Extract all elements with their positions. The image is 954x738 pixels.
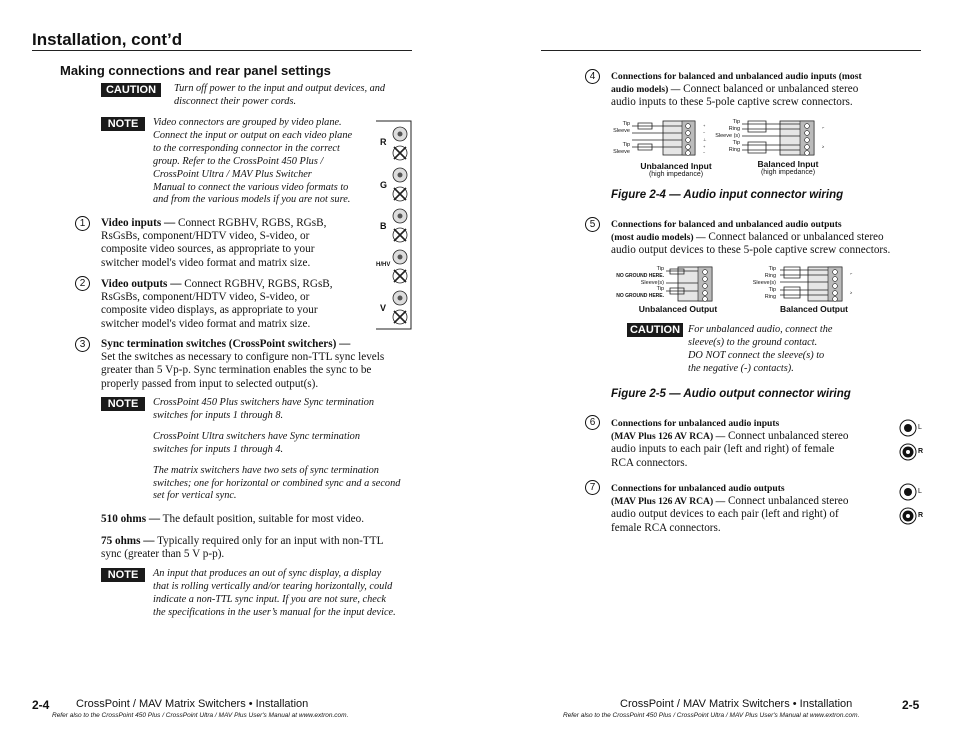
- item-audio-inputs: [611, 70, 921, 110]
- header-rule-right: [541, 50, 921, 51]
- text-line: Connect RGBHV, RGBS, RGsB,: [184, 278, 333, 290]
- item-lead: Video outputs —: [101, 278, 182, 290]
- bnc-crossed-connector: [394, 147, 406, 159]
- text-line: the negative (-) contacts).: [688, 362, 794, 374]
- bnc-pin: [398, 255, 403, 260]
- wire-label: NO GROUND HERE.: [616, 293, 664, 299]
- balanced-output-caption: [761, 304, 867, 314]
- callout-2: 2: [75, 276, 90, 291]
- text-line: Connect balanced or unbalanced stereo: [708, 231, 884, 244]
- text-line: Typically required only for an input with non-TTL: [157, 535, 384, 547]
- figure-2-4-caption: Figure 2-4 — Audio input connector wiring: [611, 189, 844, 201]
- text-line: group. Refer to the CrossPoint 450 Plus /: [153, 155, 324, 167]
- text-line: the specifications in the user’s manual for the input device.: [153, 606, 396, 618]
- wire-label: Sleeve: [613, 128, 630, 134]
- item-lead: (most audio models) —: [611, 232, 706, 244]
- text-line: audio inputs to these 5-pole captive screw connectors.: [611, 96, 853, 109]
- text-line: that is rolling vertically and/or tearing horizontally, could: [153, 580, 393, 592]
- caption-title: Unbalanced Output: [638, 304, 718, 314]
- item-lead: 75 ohms —: [101, 535, 155, 547]
- section-title: Making connections and rear panel settings: [60, 63, 331, 78]
- text-line: Connect unbalanced stereo: [727, 430, 849, 443]
- rca-label-r: R: [918, 512, 924, 519]
- bnc-pin: [398, 296, 403, 301]
- wire-label: Tip: [656, 266, 664, 272]
- text-line: to the corresponding connector in the correct: [153, 142, 340, 154]
- text-line: indicate a non-TTL sync input. If you are not sure, check: [153, 593, 386, 605]
- wire-label: NO GROUND HERE.: [616, 273, 664, 279]
- figure-2-5-caption: Figure 2-5 — Audio output connector wiring: [611, 388, 851, 400]
- ohms-75: [101, 535, 411, 561]
- footer-sub-right: Refer also to the CrossPoint 450 Plus / CrossPoint Ultra / MAV Plus User's Manual at www.extron.com.: [563, 712, 860, 719]
- text-line: Connect the input or output on each video plane: [153, 129, 353, 141]
- item-lead: Video inputs —: [101, 217, 176, 229]
- callout-4: 4: [585, 69, 600, 84]
- note-badge: NOTE: [101, 568, 145, 582]
- text-line: Connect unbalanced stereo: [727, 495, 849, 508]
- item-rca-inputs: [611, 417, 891, 470]
- footer-title-left: CrossPoint / MAV Matrix Switchers • Installation: [76, 698, 309, 710]
- item-lead: Connections for unbalanced audio outputs: [611, 483, 785, 494]
- caption-title: Balanced Output: [779, 304, 848, 314]
- note-sync-text: [153, 397, 413, 503]
- callout-5: 5: [585, 217, 600, 232]
- header-rule-left: [32, 50, 412, 51]
- text-line: CrossPoint 450 Plus switchers have Sync termination: [153, 397, 374, 408]
- rca-input-jacks: [898, 418, 928, 462]
- item-audio-outputs: [611, 218, 926, 258]
- balanced-input-caption: [735, 159, 841, 176]
- svg-text:≥: ≥: [822, 144, 825, 149]
- wire-label: Tip: [768, 287, 776, 293]
- text-line: DO NOT connect the sleeve(s) to: [688, 349, 825, 361]
- text-line: Set the switches as necessary to configure non-TTL sync levels: [101, 351, 385, 364]
- caution-audio-text: [688, 324, 888, 376]
- text-line: Video connectors are grouped by video plane.: [153, 117, 342, 128]
- wire-label: Ring: [728, 147, 740, 153]
- svg-text:≥: ≥: [850, 290, 853, 295]
- plane-label-v: V: [380, 303, 387, 313]
- text-line: composite video displays, as appropriate to your: [101, 304, 318, 317]
- text-line: female RCA connectors.: [611, 521, 721, 534]
- text-line: composite video sources, as appropriate to your: [101, 243, 315, 256]
- text-line: RCA connectors.: [611, 456, 688, 469]
- wire-label: Tip: [768, 266, 776, 272]
- text-line: audio output devices to each pair (left and right) of: [611, 508, 839, 521]
- item-lead: audio models) —: [611, 84, 681, 96]
- callout-3: 3: [75, 337, 90, 352]
- note-badge: NOTE: [101, 117, 145, 131]
- svg-text:−: −: [703, 130, 706, 135]
- wire-label: Tip: [622, 142, 630, 148]
- item-rca-outputs: [611, 482, 891, 535]
- text-line: CrossPoint Ultra / MAV Plus Switcher: [153, 168, 312, 180]
- caution-badge: CAUTION: [627, 323, 683, 337]
- ohms-510: [101, 513, 411, 526]
- text-line: switcher model's video format and matrix size.: [101, 256, 311, 269]
- wire-label: Sleeve(s): [640, 280, 664, 286]
- svg-text:⌐: ⌐: [822, 125, 825, 130]
- item-video-inputs: [101, 217, 371, 270]
- svg-text:⊥: ⊥: [703, 137, 707, 142]
- balanced-output-diagram: [740, 265, 866, 303]
- text-line: Connect balanced or unbalanced stereo: [683, 83, 859, 96]
- caution-badge: CAUTION: [101, 83, 161, 97]
- text-line: RsGsBs, component/HDTV video, S-video, or: [101, 230, 310, 243]
- bnc-crossed-connector: [394, 229, 406, 241]
- text-line: properly passed from input to selected output(s).: [101, 377, 319, 390]
- text-line: audio inputs to each pair (left and right) of female: [611, 443, 835, 456]
- svg-text:⌐: ⌐: [850, 271, 853, 276]
- note-text: [153, 117, 373, 207]
- unbalanced-input-caption: [623, 161, 729, 178]
- wire-label: Sleeve: [613, 149, 630, 155]
- wire-label: Tip: [732, 119, 740, 125]
- text-line: sleeve(s) to the ground contact.: [688, 336, 818, 348]
- footer-title-right: CrossPoint / MAV Matrix Switchers • Installation: [620, 698, 853, 710]
- bnc-pin: [398, 173, 403, 178]
- text-line: Turn off power to the input and output devices, and: [174, 83, 386, 94]
- page-number-right: 2-5: [902, 698, 920, 712]
- text-line: audio output devices to these 5-pole captive screw connectors.: [611, 244, 891, 257]
- text-line: An input that produces an out of sync display, a display: [153, 568, 382, 579]
- item-lead: Connections for balanced and unbalanced audio outputs: [611, 219, 842, 230]
- plane-label-b: B: [380, 221, 387, 231]
- note-badge: NOTE: [101, 397, 145, 411]
- rca-label-r: R: [918, 448, 924, 455]
- text-line: RsGsBs, component/HDTV video, S-video, or: [101, 291, 310, 304]
- bnc-crossed-connector: [394, 188, 406, 200]
- wire-label: Ring: [764, 273, 776, 279]
- caution-text: [174, 83, 414, 109]
- callout-1: 1: [75, 216, 90, 231]
- page-header: Installation, cont’d: [32, 30, 183, 49]
- wire-label: Sleeve (s): [715, 133, 740, 139]
- unbalanced-output-caption: [626, 304, 730, 314]
- callout-6: 6: [585, 415, 600, 430]
- rca-output-jacks: [898, 482, 928, 526]
- rca-jack-icon: [898, 418, 928, 462]
- wire-label: Tip: [622, 121, 630, 127]
- rca-label-l: L: [918, 424, 922, 431]
- text-line: Manual to connect the various video formats to: [153, 181, 349, 193]
- callout-7: 7: [585, 480, 600, 495]
- plane-label-r: R: [380, 137, 387, 147]
- wire-label: Tip: [656, 286, 664, 292]
- text-line: switches for inputs 1 through 4.: [153, 443, 284, 455]
- bnc-crossed-connector: [394, 311, 406, 323]
- footer-sub-left: Refer also to the CrossPoint 450 Plus / CrossPoint Ultra / MAV Plus User's Manual at www.extron.com.: [52, 712, 349, 719]
- wire-label: Ring: [764, 294, 776, 300]
- item-lead: Connections for unbalanced audio inputs: [611, 418, 780, 429]
- page-number-left: 2-4: [32, 698, 50, 712]
- bnc-pin: [398, 132, 403, 137]
- text-line: switcher model's video format and matrix size.: [101, 317, 311, 330]
- item-lead: Sync termination switches (CrossPoint switchers) —: [101, 338, 351, 350]
- caption-sub: (high impedance): [760, 169, 816, 176]
- wire-label: Sleeve(s): [752, 280, 776, 286]
- plane-label-g: G: [380, 180, 388, 190]
- text-line: CrossPoint Ultra switchers have Sync termination: [153, 430, 360, 442]
- text-line: switches for inputs 1 through 8.: [153, 409, 284, 421]
- item-video-outputs: [101, 278, 371, 331]
- text-line: Connect RGBHV, RGBS, RGsB,: [178, 217, 327, 229]
- plane-label-h: H/HV: [376, 262, 391, 268]
- item-lead: Connections for balanced and unbalanced audio inputs (most: [611, 71, 862, 82]
- bnc-pin: [398, 214, 403, 219]
- rca-label-l: L: [918, 488, 922, 495]
- balanced-input-diagram: [712, 118, 838, 160]
- bnc-crossed-connector: [394, 270, 406, 282]
- wire-label: Tip: [732, 140, 740, 146]
- caption-title: Balanced Input: [757, 159, 819, 169]
- text-line: set for vertical sync.: [153, 490, 237, 502]
- item-sync-termination: [101, 338, 411, 391]
- item-lead: (MAV Plus 126 AV RCA) —: [611, 431, 726, 443]
- svg-text:+: +: [703, 144, 706, 149]
- text-line: sync (greater than 5 V p-p).: [101, 548, 225, 561]
- wire-label: Ring: [728, 126, 740, 132]
- unbalanced-input-diagram: [608, 118, 718, 160]
- text-line: switches; one for horizontal or combined sync and a second: [153, 477, 401, 489]
- rca-jack-icon: [898, 482, 928, 526]
- text-line: disconnect their power cords.: [174, 95, 297, 107]
- text-line: greater than 5 Vp-p. Sync termination enables the sync to be: [101, 364, 372, 377]
- item-lead: 510 ohms —: [101, 513, 161, 525]
- caption-title: Unbalanced Input: [640, 161, 712, 171]
- video-connector-panel: [374, 119, 412, 331]
- text-line: For unbalanced audio, connect the: [688, 324, 833, 335]
- svg-text:+: +: [703, 123, 706, 128]
- text-line: and from the various models if you are not sure.: [153, 194, 351, 206]
- text-line: The matrix switchers have two sets of sync termination: [153, 464, 379, 476]
- item-lead: (MAV Plus 126 AV RCA) —: [611, 496, 726, 508]
- svg-text:−: −: [703, 150, 706, 155]
- unbalanced-output-diagram: [608, 265, 734, 303]
- caption-sub: (high impedance): [648, 171, 704, 178]
- note-sync-display-text: [153, 568, 415, 620]
- text-line: The default position, suitable for most video.: [162, 513, 365, 525]
